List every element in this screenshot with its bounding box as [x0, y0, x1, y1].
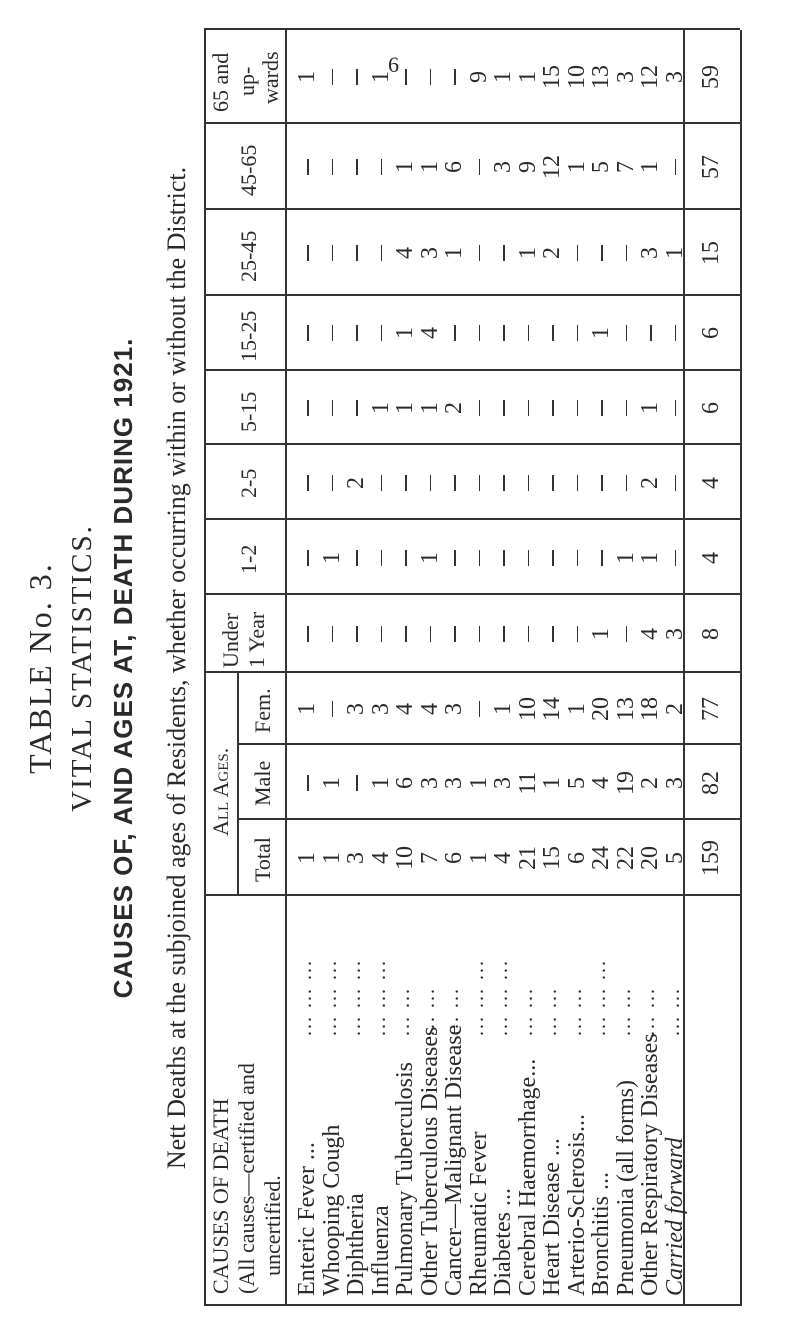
- table-cell: 3: [661, 777, 688, 789]
- table-cell: 7: [416, 852, 443, 864]
- table-cell: 3: [661, 628, 688, 640]
- total-cell: 15: [698, 241, 724, 265]
- cause-label: Influenza: [367, 1205, 394, 1296]
- cause-label: Diabetes ...: [490, 1188, 516, 1296]
- empty-cell-dash: [454, 69, 456, 85]
- table-cell: 3: [490, 161, 516, 173]
- table-cell: 1: [637, 161, 663, 173]
- cause-label: Pulmonary Tuberculosis: [392, 1061, 418, 1296]
- table-cell: 1: [367, 71, 394, 83]
- empty-cell-dash: [479, 626, 481, 642]
- empty-cell-dash: [479, 159, 481, 175]
- total-cell: 8: [698, 628, 724, 640]
- empty-cell-dash: [503, 400, 505, 416]
- c515-divider: [204, 370, 740, 372]
- cause-label: Pneumonia (all forms): [612, 1080, 639, 1296]
- empty-cell-dash: [675, 159, 677, 175]
- all-ages-header: All Ages.: [208, 747, 233, 836]
- table-cell: 13: [588, 65, 614, 89]
- leader-dots: ... ...: [612, 987, 635, 1036]
- table-cell: 7: [612, 161, 639, 173]
- table-cell: 1: [465, 777, 492, 789]
- leader-dots: ... ... ...: [465, 959, 488, 1036]
- leader-dots: ... ...: [392, 987, 414, 1036]
- empty-cell-dash: [381, 245, 383, 261]
- empty-cell-dash: [601, 245, 603, 261]
- table-cell: 4: [416, 703, 443, 715]
- table-cell: 4: [392, 247, 418, 259]
- cause-label: Other Respiratory Diseases: [637, 1033, 663, 1296]
- under1-header: Under: [218, 613, 243, 668]
- cause-label: Other Tuberculous Diseases: [416, 1026, 443, 1296]
- empty-cell-dash: [479, 475, 481, 491]
- empty-cell-dash: [626, 325, 628, 341]
- c25-divider: [204, 444, 740, 446]
- empty-cell-dash: [503, 475, 505, 491]
- table-cell: 20: [588, 697, 614, 721]
- empty-cell-dash: [307, 400, 309, 416]
- cause-label: Arterio-Sclerosis...: [563, 1114, 590, 1296]
- empty-cell-dash: [528, 400, 530, 416]
- empty-cell-dash: [307, 159, 309, 175]
- table-cell: 1: [318, 552, 345, 564]
- empty-cell-dash: [552, 325, 554, 341]
- section-title: VITAL STATISTICS.: [66, 524, 98, 812]
- fem-header: Fem.: [250, 688, 275, 733]
- table-cell: 1: [490, 703, 516, 715]
- cause-label: Carried forward: [661, 1137, 688, 1296]
- table-top-border: [204, 30, 206, 1306]
- table-cell: 4: [637, 628, 663, 640]
- empty-cell-dash: [503, 550, 505, 566]
- c4565-header: 45-65: [236, 144, 261, 196]
- table-cell: 18: [637, 697, 663, 721]
- empty-cell-dash: [528, 475, 530, 491]
- c65-header-line2: up-: [234, 66, 259, 96]
- empty-cell-dash: [577, 626, 579, 642]
- empty-cell-dash: [479, 701, 481, 717]
- table-cell: 4: [367, 852, 394, 864]
- cause-label: Diphtheria: [343, 1193, 369, 1296]
- total-cell: 6: [698, 327, 724, 339]
- table-cell: 21: [514, 846, 541, 870]
- leader-dots: ... ...: [563, 987, 586, 1036]
- empty-cell-dash: [577, 400, 579, 416]
- allages-subrule: [237, 673, 239, 895]
- leader-dots: ... ...: [539, 987, 561, 1036]
- empty-cell-dash: [332, 701, 334, 717]
- c65-header: 65 and: [208, 52, 233, 112]
- table-cell: 19: [612, 771, 639, 795]
- table-cell: 3: [612, 71, 639, 83]
- c12-divider: [204, 519, 740, 521]
- table-cell: 1: [539, 777, 565, 789]
- empty-cell-dash: [332, 159, 334, 175]
- empty-cell-dash: [307, 325, 309, 341]
- table-cell: 5: [563, 777, 590, 789]
- total-cell: 159: [698, 840, 724, 876]
- empty-cell-dash: [479, 400, 481, 416]
- table-cell: 1: [318, 777, 345, 789]
- cause-label: Rheumatic Fever: [465, 1131, 492, 1296]
- causes-header: CAUSES OF DEATH: [208, 1098, 233, 1294]
- table-cell: 10: [392, 846, 418, 870]
- empty-cell-dash: [675, 400, 677, 416]
- c4565-divider: [204, 123, 740, 125]
- table-cell: 1: [392, 161, 418, 173]
- total-divider: [237, 819, 740, 821]
- empty-cell-dash: [503, 325, 505, 341]
- total-cell: 82: [698, 771, 724, 795]
- table-cell: 15: [539, 846, 565, 870]
- empty-cell-dash: [528, 325, 530, 341]
- table-cell: 12: [637, 65, 663, 89]
- leader-dots: ... ...: [637, 987, 659, 1036]
- empty-cell-dash: [430, 69, 432, 85]
- table-cell: 3: [441, 703, 467, 715]
- leader-dots: ... ...: [661, 987, 684, 1036]
- table-cell: 4: [416, 327, 443, 339]
- empty-cell-dash: [307, 550, 309, 566]
- table-cell: 6: [563, 852, 590, 864]
- table-cell: 10: [514, 697, 541, 721]
- table-cell: 13: [612, 697, 639, 721]
- empty-cell-dash: [479, 550, 481, 566]
- table-cell: 6: [392, 777, 418, 789]
- table-cell: 1: [465, 852, 492, 864]
- empty-cell-dash: [626, 626, 628, 642]
- empty-cell-dash: [405, 475, 407, 491]
- table-cell: 1: [318, 852, 345, 864]
- empty-cell-dash: [601, 400, 603, 416]
- empty-cell-dash: [650, 325, 652, 341]
- empty-cell-dash: [356, 400, 358, 416]
- table-cell: 1: [563, 161, 590, 173]
- table-cell: 24: [588, 846, 614, 870]
- cause-label: Cancer—Malignant Disease: [441, 1024, 467, 1296]
- empty-cell-dash: [479, 245, 481, 261]
- table-bottom-border: [740, 30, 742, 1306]
- table-cell: 9: [514, 161, 541, 173]
- table-cell: 5: [588, 161, 614, 173]
- empty-cell-dash: [356, 550, 358, 566]
- table-cell: 11: [514, 771, 541, 795]
- table-title: CAUSES OF, AND AGES AT, DEATH DURING 1921.: [108, 337, 138, 999]
- empty-cell-dash: [552, 550, 554, 566]
- empty-cell-dash: [405, 550, 407, 566]
- empty-cell-dash: [577, 550, 579, 566]
- empty-cell-dash: [307, 775, 309, 791]
- table-cell: 1: [637, 552, 663, 564]
- table-cell: 2: [661, 703, 688, 715]
- table-cell: 1: [514, 71, 541, 83]
- table-cell: 6: [441, 852, 467, 864]
- empty-cell-dash: [405, 69, 407, 85]
- leader-dots: ... ...: [514, 987, 537, 1036]
- table-cell: 1: [294, 703, 320, 715]
- empty-cell-dash: [381, 325, 383, 341]
- table-cell: 15: [539, 65, 565, 89]
- c12-header: 1-2: [236, 544, 261, 574]
- table-cell: 4: [588, 777, 614, 789]
- empty-cell-dash: [307, 475, 309, 491]
- empty-cell-dash: [675, 475, 677, 491]
- table-cell: 3: [441, 777, 467, 789]
- table-cell: 3: [343, 852, 369, 864]
- total-header: Total: [250, 837, 275, 882]
- leader-dots: ... ...: [441, 987, 463, 1036]
- empty-cell-dash: [577, 475, 579, 491]
- cause-label: Enteric Fever ...: [294, 1142, 320, 1296]
- header-rule: [285, 30, 287, 1306]
- empty-cell-dash: [332, 69, 334, 85]
- cause-label: Heart Disease ...: [539, 1138, 565, 1296]
- empty-cell-dash: [626, 475, 628, 491]
- table-cell: 3: [637, 247, 663, 259]
- leader-dots: ... ... ...: [588, 959, 610, 1036]
- table-cell: 1: [294, 852, 320, 864]
- total-cell: 4: [698, 477, 724, 489]
- leader-dots: ... ...: [416, 987, 439, 1036]
- empty-cell-dash: [552, 400, 554, 416]
- table-cell: 1: [367, 777, 394, 789]
- table-cell: 3: [343, 703, 369, 715]
- table-cell: 5: [661, 852, 688, 864]
- totals-rule: [683, 30, 685, 1306]
- table-cell: 1: [294, 71, 320, 83]
- table-cell: 1: [416, 402, 443, 414]
- table-cell: 4: [490, 852, 516, 864]
- table-cell: 1: [588, 327, 614, 339]
- empty-cell-dash: [430, 475, 432, 491]
- empty-cell-dash: [601, 550, 603, 566]
- empty-cell-dash: [454, 550, 456, 566]
- c515-header: 5-15: [236, 391, 261, 432]
- c25-header: 2-5: [236, 468, 261, 498]
- table-cell: 1: [637, 402, 663, 414]
- empty-cell-dash: [430, 626, 432, 642]
- table-cell: 1: [416, 552, 443, 564]
- empty-cell-dash: [503, 245, 505, 261]
- under1-header-line2: 1 Year: [244, 611, 269, 668]
- table-cell: 1: [661, 247, 688, 259]
- total-cell: 4: [698, 552, 724, 564]
- leader-dots: ... ... ...: [294, 959, 316, 1036]
- table-cell: 3: [416, 247, 443, 259]
- table-cell: 9: [465, 71, 492, 83]
- empty-cell-dash: [381, 626, 383, 642]
- leader-dots: ... ... ...: [490, 959, 512, 1036]
- table-cell: 1: [588, 628, 614, 640]
- male-header: Male: [250, 760, 275, 806]
- c1525-divider: [204, 295, 740, 297]
- empty-cell-dash: [356, 775, 358, 791]
- page-number: 6: [388, 52, 399, 77]
- empty-cell-dash: [356, 69, 358, 85]
- empty-cell-dash: [307, 626, 309, 642]
- table-cell: 22: [612, 846, 639, 870]
- table-cell: 20: [637, 846, 663, 870]
- total-cell: 59: [698, 65, 724, 89]
- leader-dots: ... ... ...: [343, 959, 365, 1036]
- table-cell: 2: [539, 247, 565, 259]
- empty-cell-dash: [601, 475, 603, 491]
- table-cell: 4: [392, 703, 418, 715]
- empty-cell-dash: [503, 626, 505, 642]
- table-cell: 1: [367, 402, 394, 414]
- empty-cell-dash: [332, 245, 334, 261]
- c2545-header: 25-45: [236, 230, 261, 282]
- table-subtitle: Nett Deaths at the subjoined ages of Residents, whether occurring within or without the District.: [162, 166, 191, 1170]
- empty-cell-dash: [332, 325, 334, 341]
- table-cell: 3: [661, 71, 688, 83]
- empty-cell-dash: [577, 325, 579, 341]
- table-cell: 1: [392, 402, 418, 414]
- empty-cell-dash: [552, 626, 554, 642]
- empty-cell-dash: [552, 475, 554, 491]
- leader-dots: ... ... ...: [318, 959, 341, 1036]
- table-cell: 2: [637, 777, 663, 789]
- male-divider: [237, 744, 740, 746]
- table-cell: 3: [416, 777, 443, 789]
- table-cell: 12: [539, 155, 565, 179]
- empty-cell-dash: [577, 245, 579, 261]
- empty-cell-dash: [479, 325, 481, 341]
- total-cell: 77: [698, 697, 724, 721]
- table-cell: 14: [539, 697, 565, 721]
- causes-divider: [204, 895, 740, 897]
- table-number: TABLE No. 3.: [22, 562, 58, 774]
- empty-cell-dash: [381, 475, 383, 491]
- table-cell: 1: [490, 71, 516, 83]
- empty-cell-dash: [675, 550, 677, 566]
- table-cell: 1: [416, 161, 443, 173]
- empty-cell-dash: [332, 475, 334, 491]
- empty-cell-dash: [356, 159, 358, 175]
- table-cell: 6: [441, 161, 467, 173]
- empty-cell-dash: [307, 245, 309, 261]
- empty-cell-dash: [454, 626, 456, 642]
- table-cell: 1: [441, 247, 467, 259]
- table-cell: 2: [343, 477, 369, 489]
- cause-label: Whooping Cough: [318, 1124, 345, 1296]
- table-cell: 10: [563, 65, 590, 89]
- under1-divider: [204, 594, 740, 596]
- causes-header-line3: uncertified.: [260, 1175, 285, 1276]
- empty-cell-dash: [381, 550, 383, 566]
- causes-header-line2: (All causes—certified and: [234, 1063, 259, 1294]
- empty-cell-dash: [528, 550, 530, 566]
- empty-cell-dash: [356, 626, 358, 642]
- allages-divider: [204, 672, 740, 674]
- empty-cell-dash: [626, 400, 628, 416]
- empty-cell-dash: [454, 475, 456, 491]
- cause-label: Cerebral Haemorrhage...: [514, 1058, 541, 1296]
- leader-dots: ... ... ...: [367, 959, 390, 1036]
- empty-cell-dash: [626, 245, 628, 261]
- empty-cell-dash: [356, 325, 358, 341]
- table-cell: 1: [612, 552, 639, 564]
- total-cell: 6: [698, 402, 724, 414]
- table-cell: 2: [637, 477, 663, 489]
- empty-cell-dash: [332, 626, 334, 642]
- empty-cell-dash: [454, 325, 456, 341]
- empty-cell-dash: [381, 159, 383, 175]
- empty-cell-dash: [332, 400, 334, 416]
- cause-label: Bronchitis ...: [588, 1172, 614, 1296]
- table-cell: 1: [392, 327, 418, 339]
- table-cell: 1: [514, 247, 541, 259]
- c2545-divider: [204, 209, 740, 211]
- table-cell: 2: [441, 402, 467, 414]
- total-cell: 57: [698, 155, 724, 179]
- empty-cell-dash: [528, 626, 530, 642]
- empty-cell-dash: [675, 325, 677, 341]
- table-cell: 3: [367, 703, 394, 715]
- empty-cell-dash: [405, 626, 407, 642]
- c1525-header: 15-25: [236, 310, 261, 362]
- empty-cell-dash: [356, 245, 358, 261]
- c65-header-line3: wards: [258, 51, 283, 104]
- table-cell: 1: [563, 703, 590, 715]
- table-cell: 3: [490, 777, 516, 789]
